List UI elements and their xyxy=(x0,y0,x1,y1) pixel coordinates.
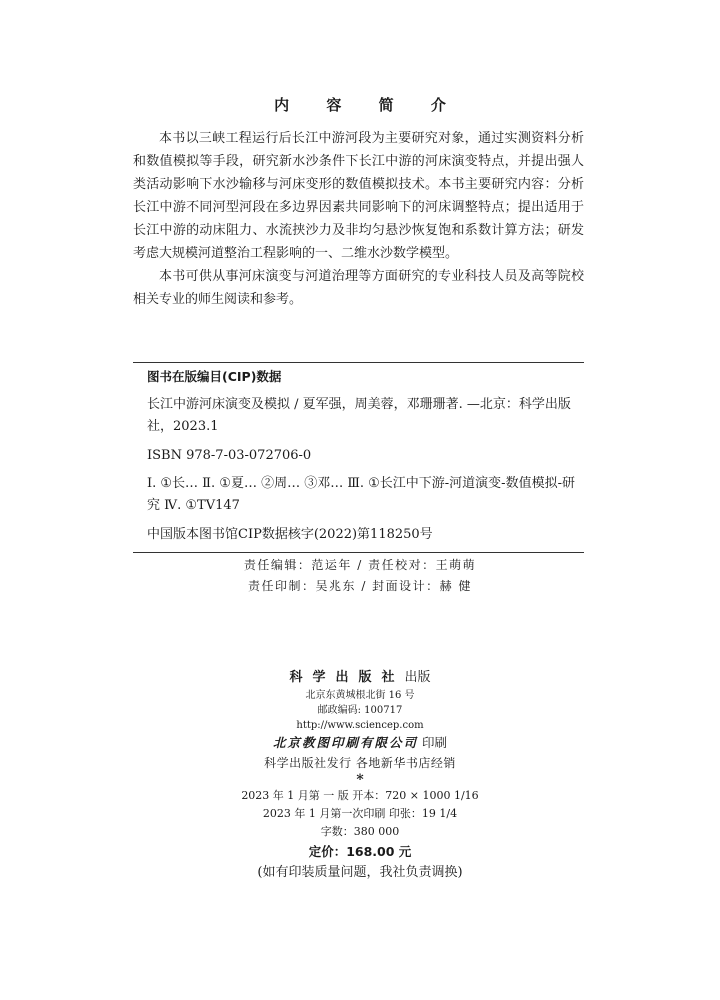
printer-line xyxy=(0,733,720,753)
cip-header: 图书在版编目(CIP)数据 xyxy=(147,369,282,384)
cip-block xyxy=(133,362,584,553)
quality-notice: (如有印装质量问题，我社负责调换) xyxy=(257,865,463,880)
printing-line: 2023 年 1 月第一次印刷 印张：19 1/4 xyxy=(262,807,458,820)
printer-suffix: 印刷 xyxy=(421,735,447,750)
cip-isbn: ISBN 978-7-03-072706-0 xyxy=(147,448,312,463)
credits-production: 责任印制：吴兆东 / 封面设计：赫 健 xyxy=(248,579,472,593)
printer-name: 北京教图印刷有限公司 xyxy=(272,735,418,750)
publisher-line xyxy=(0,668,720,688)
section-title: 内 容 简 介 xyxy=(274,96,462,114)
publisher-name: 科学出版社 xyxy=(289,670,405,685)
separator-asterisk: * xyxy=(356,772,364,788)
abstract xyxy=(133,127,584,311)
cip-number: 中国版本图书馆CIP数据核字(2022)第118250号 xyxy=(147,527,433,542)
imprint xyxy=(0,668,720,884)
distribution-line: 科学出版社发行 各地新华书店经销 xyxy=(264,756,456,770)
edition-line: 2023 年 1 月第 一 版 开本：720 × 1000 1/16 xyxy=(241,789,479,802)
publisher-website: http://www.sciencep.com xyxy=(296,720,424,731)
abstract-paragraph: 本书以三峡工程运行后长江中游河段为主要研究对象，通过实测资料分析和数值模拟等手段，研究新水沙条件下长江中游的河床演变特点，并提出强人类活动影响下水沙输移与河床变形的数值模拟技术。本书主要研究内容：分析长江中游不同河型河段在多边界因素共同影响下的河床调整特点；提出适用于长江中游的动床阻力、水流挟沙力及非均匀悬沙恢复饱和系数计算方法；研发考虑大规模河道整治工程影响的一、二维水沙数学模型。 xyxy=(133,131,584,261)
publisher-postcode: 邮政编码: 100717 xyxy=(317,705,403,716)
price: 定价：168.00 元 xyxy=(308,844,412,859)
cip-bibliographic: 长江中游河床演变及模拟 / 夏军强，周美蓉，邓珊珊著. —北京：科学出版社，2023.1 xyxy=(147,397,571,434)
credits xyxy=(0,555,720,597)
cip-classification: Ⅰ. ①长… Ⅱ. ①夏… ②周… ③邓… Ⅲ. ①长江中下游-河道演变-数值模拟-研究 Ⅳ. ①TV147 xyxy=(147,476,575,513)
word-count: 字数：380 000 xyxy=(320,825,400,838)
publisher-suffix: 出版 xyxy=(404,670,431,685)
credits-editors: 责任编辑：范运年 / 责任校对：王萌萌 xyxy=(243,558,477,572)
publisher-address: 北京东黄城根北街 16 号 xyxy=(305,690,415,701)
abstract-paragraph: 本书可供从事河床演变与河道治理等方面研究的专业科技人员及高等院校相关专业的师生阅读和参考。 xyxy=(133,269,584,307)
